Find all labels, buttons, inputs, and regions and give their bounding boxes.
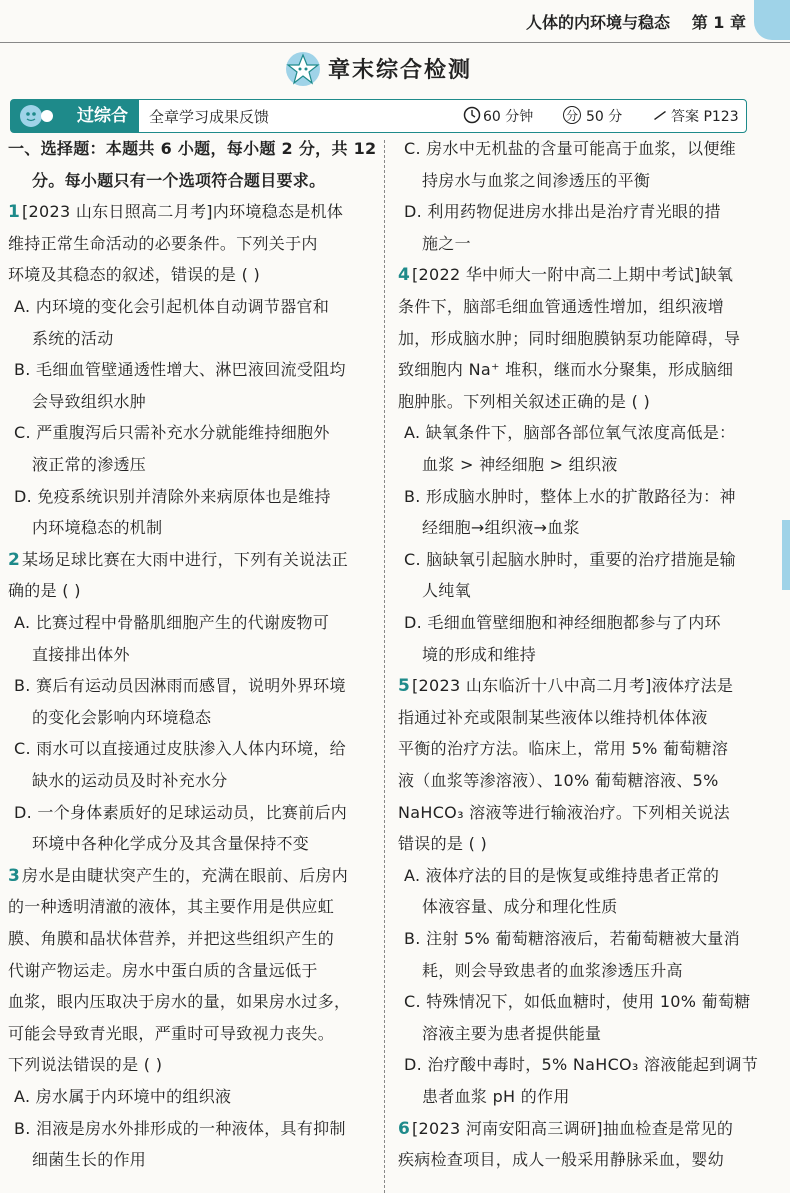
question-line [8,200,343,224]
text-line: 维持正常生命活动的必要条件。下列关于内 [8,233,318,253]
score-icon: 分 [563,106,581,124]
score-total: 50 分 [586,109,623,125]
option-line: D. 毛细血管壁细胞和神经细胞都参与了内环 [404,613,721,632]
text-line: 疾病检查项目，成人一般采用静脉采血，婴幼 [398,1150,725,1170]
option-line: D. 一个身体素质好的足球运动员，比赛前后内 [14,802,348,822]
text-line: 体液容量、成分和理化性质 [422,897,618,917]
text-line: 缺水的运动员及时补充水分 [32,771,228,790]
text-line: 错误的是 ( ) [398,834,488,854]
option-line: C. 雨水可以直接通过皮肤渗入人体内环境，给 [14,739,346,759]
option-line: D. 治疗酸中毒时，5% NaHCO₃ 溶液能起到调节 [404,1055,759,1075]
option-line: A. 缺氧条件下，脑部各部位氧气浓度高低是： [404,423,736,443]
option-line: D. 免疫系统识别并清除外来病原体也是维持 [14,486,331,506]
banner-subtitle: 全章学习成果反馈 [149,108,270,126]
question-line [398,674,733,698]
text-line: 耗，则会导致患者的血浆渗透压升高 [422,960,683,980]
text-line: 的一种透明清澈的液体，其主要作用是供应虹 [8,897,335,917]
text-line: 平衡的治疗方法。临床上，常用 5% 葡萄糖溶 [398,739,729,759]
review-banner [10,99,747,133]
text-line: 致细胞内 Na⁺ 堆积，继而水分聚集，形成脑细 [398,360,734,380]
text-line: NaHCO₃ 溶液等进行输液治疗。下列相关说法 [398,802,730,822]
question-number: 2 [8,549,21,570]
text-line: 内环境稳态的机制 [32,518,163,538]
text-line: 胞肿胀。下列相关叙述正确的是 ( ) [398,391,651,411]
text-line: 溶液主要为患者提供能量 [422,1023,602,1043]
question-text: [2023 山东临沂十八中高二月考]液体疗法是 [412,676,734,696]
question-text: 某场足球比赛在大雨中进行，下列有关说法正 [22,549,349,569]
question-text: 房水是由睫状突产生的，充满在眼前、后房内 [22,865,349,885]
text-line: 血浆 > 神经细胞 > 组织液 [422,455,618,474]
text-line: 持房水与血浆之间渗透压的平衡 [422,170,651,190]
text-line: 血浆，眼内压取决于房水的量，如果房水过多， [8,992,351,1012]
answer-reference: 答案 P123 [671,109,739,125]
text-line: 患者血浆 pH 的作用 [422,1087,570,1106]
text-line: 施之一 [422,233,471,253]
text-line: 细菌生长的作用 [32,1150,147,1170]
side-tab [782,520,790,590]
option-line: B. 形成脑水肿时，整体上水的扩散路径为：神 [404,486,736,506]
question-line [398,1117,733,1141]
option-line: A. 液体疗法的目的是恢复或维持患者正常的 [404,865,720,885]
text-line: 的变化会影响内环境稳态 [32,707,212,727]
section-instruction: 一、选择题：本题共 6 小题，每小题 2 分，共 12 [8,139,377,158]
pen-icon [653,110,667,120]
section-title: 章末综合检测 [328,58,473,83]
option-line: B. 泪液是房水外排形成的一种液体，具有抑制 [14,1118,346,1138]
question-text: [2023 山东日照高二月考]内环境稳态是机体 [22,202,344,222]
text-line: 确的是 ( ) [8,581,81,601]
question-number: 5 [398,676,411,697]
text-line: 条件下，脑部毛细血管通透性增加，组织液增 [398,297,725,316]
text-line: 系统的活动 [32,328,114,348]
chapter-number: 第 1 章 [691,13,746,32]
text-line: 境的形成和维持 [422,644,537,664]
option-line: D. 利用药物促进房水排出是治疗青光眼的措 [404,202,721,222]
option-line: B. 毛细血管壁通透性增大、淋巴液回流受阻均 [14,360,346,380]
time-limit: 60 分钟 [483,109,534,125]
question-line [8,864,348,888]
text-line: 环境中各种化学成分及其含量保持不变 [32,834,310,854]
question-number: 3 [8,865,21,886]
text-line: 可能会导致青光眼，严重时可导致视力丧失。 [8,1023,335,1043]
text-line: 经细胞→组织液→血浆 [422,518,580,538]
option-line: A. 房水属于内环境中的组织液 [14,1087,232,1106]
banner-tag: 过综合 [11,100,139,132]
star-icon [284,50,322,88]
question-number: 4 [398,265,411,286]
question-number: 1 [8,202,21,223]
option-line: C. 严重腹泻后只需补充水分就能维持细胞外 [14,423,330,443]
text-line: 指通过补充或限制某些液体以维持机体体液 [398,707,708,727]
corner-decoration [754,0,790,40]
question-text: [2023 河南安阳高三调研]抽血检查是常见的 [412,1118,734,1138]
option-line: C. 脑缺氧引起脑水肿时，重要的治疗措施是输 [404,549,736,569]
page-header [0,0,790,43]
question-line [398,263,733,287]
text-line: 加，形成脑水肿；同时细胞膜钠泵功能障碍，导 [398,328,741,348]
question-number: 6 [398,1118,411,1139]
text-line: 直接排出体外 [32,644,130,664]
option-line: B. 赛后有运动员因淋雨而感冒，说明外界环境 [14,676,346,696]
question-line [8,548,348,572]
option-line: C. 房水中无机盐的含量可能高于血浆，以便维 [404,139,736,158]
text-line: 下列说法错误的是 ( ) [8,1055,163,1075]
text-line: 代谢产物运走。房水中蛋白质的含量远低于 [8,960,318,980]
chapter-topic: 人体的内环境与稳态 [525,13,670,32]
option-line: A. 比赛过程中骨骼肌细胞产生的代谢废物可 [14,613,330,632]
text-line: 液（血浆等渗溶液）、10% 葡萄糖溶液、5% [398,771,719,790]
section-instruction: 分。每小题只有一个选项符合题目要求。 [32,170,326,190]
option-line: A. 内环境的变化会引起机体自动调节器官和 [14,297,330,316]
option-line: B. 注射 5% 葡萄糖溶液后，若葡萄糖被大量消 [404,929,740,948]
text-line: 液正常的渗透压 [32,455,147,474]
question-text: [2022 华中师大一附中高二上期中考试]缺氧 [412,265,734,285]
text-line: 膜、角膜和晶状体营养，并把这些组织产生的 [8,929,335,948]
clock-icon [463,106,481,124]
text-line: 会导致组织水肿 [32,391,147,411]
option-line: C. 特殊情况下，如低血糖时，使用 10% 葡萄糖 [404,992,751,1012]
text-line: 环境及其稳态的叙述，错误的是 ( ) [8,265,261,285]
text-line: 人纯氧 [422,581,471,601]
mascot-icon [17,102,57,130]
column-divider [384,140,385,1193]
